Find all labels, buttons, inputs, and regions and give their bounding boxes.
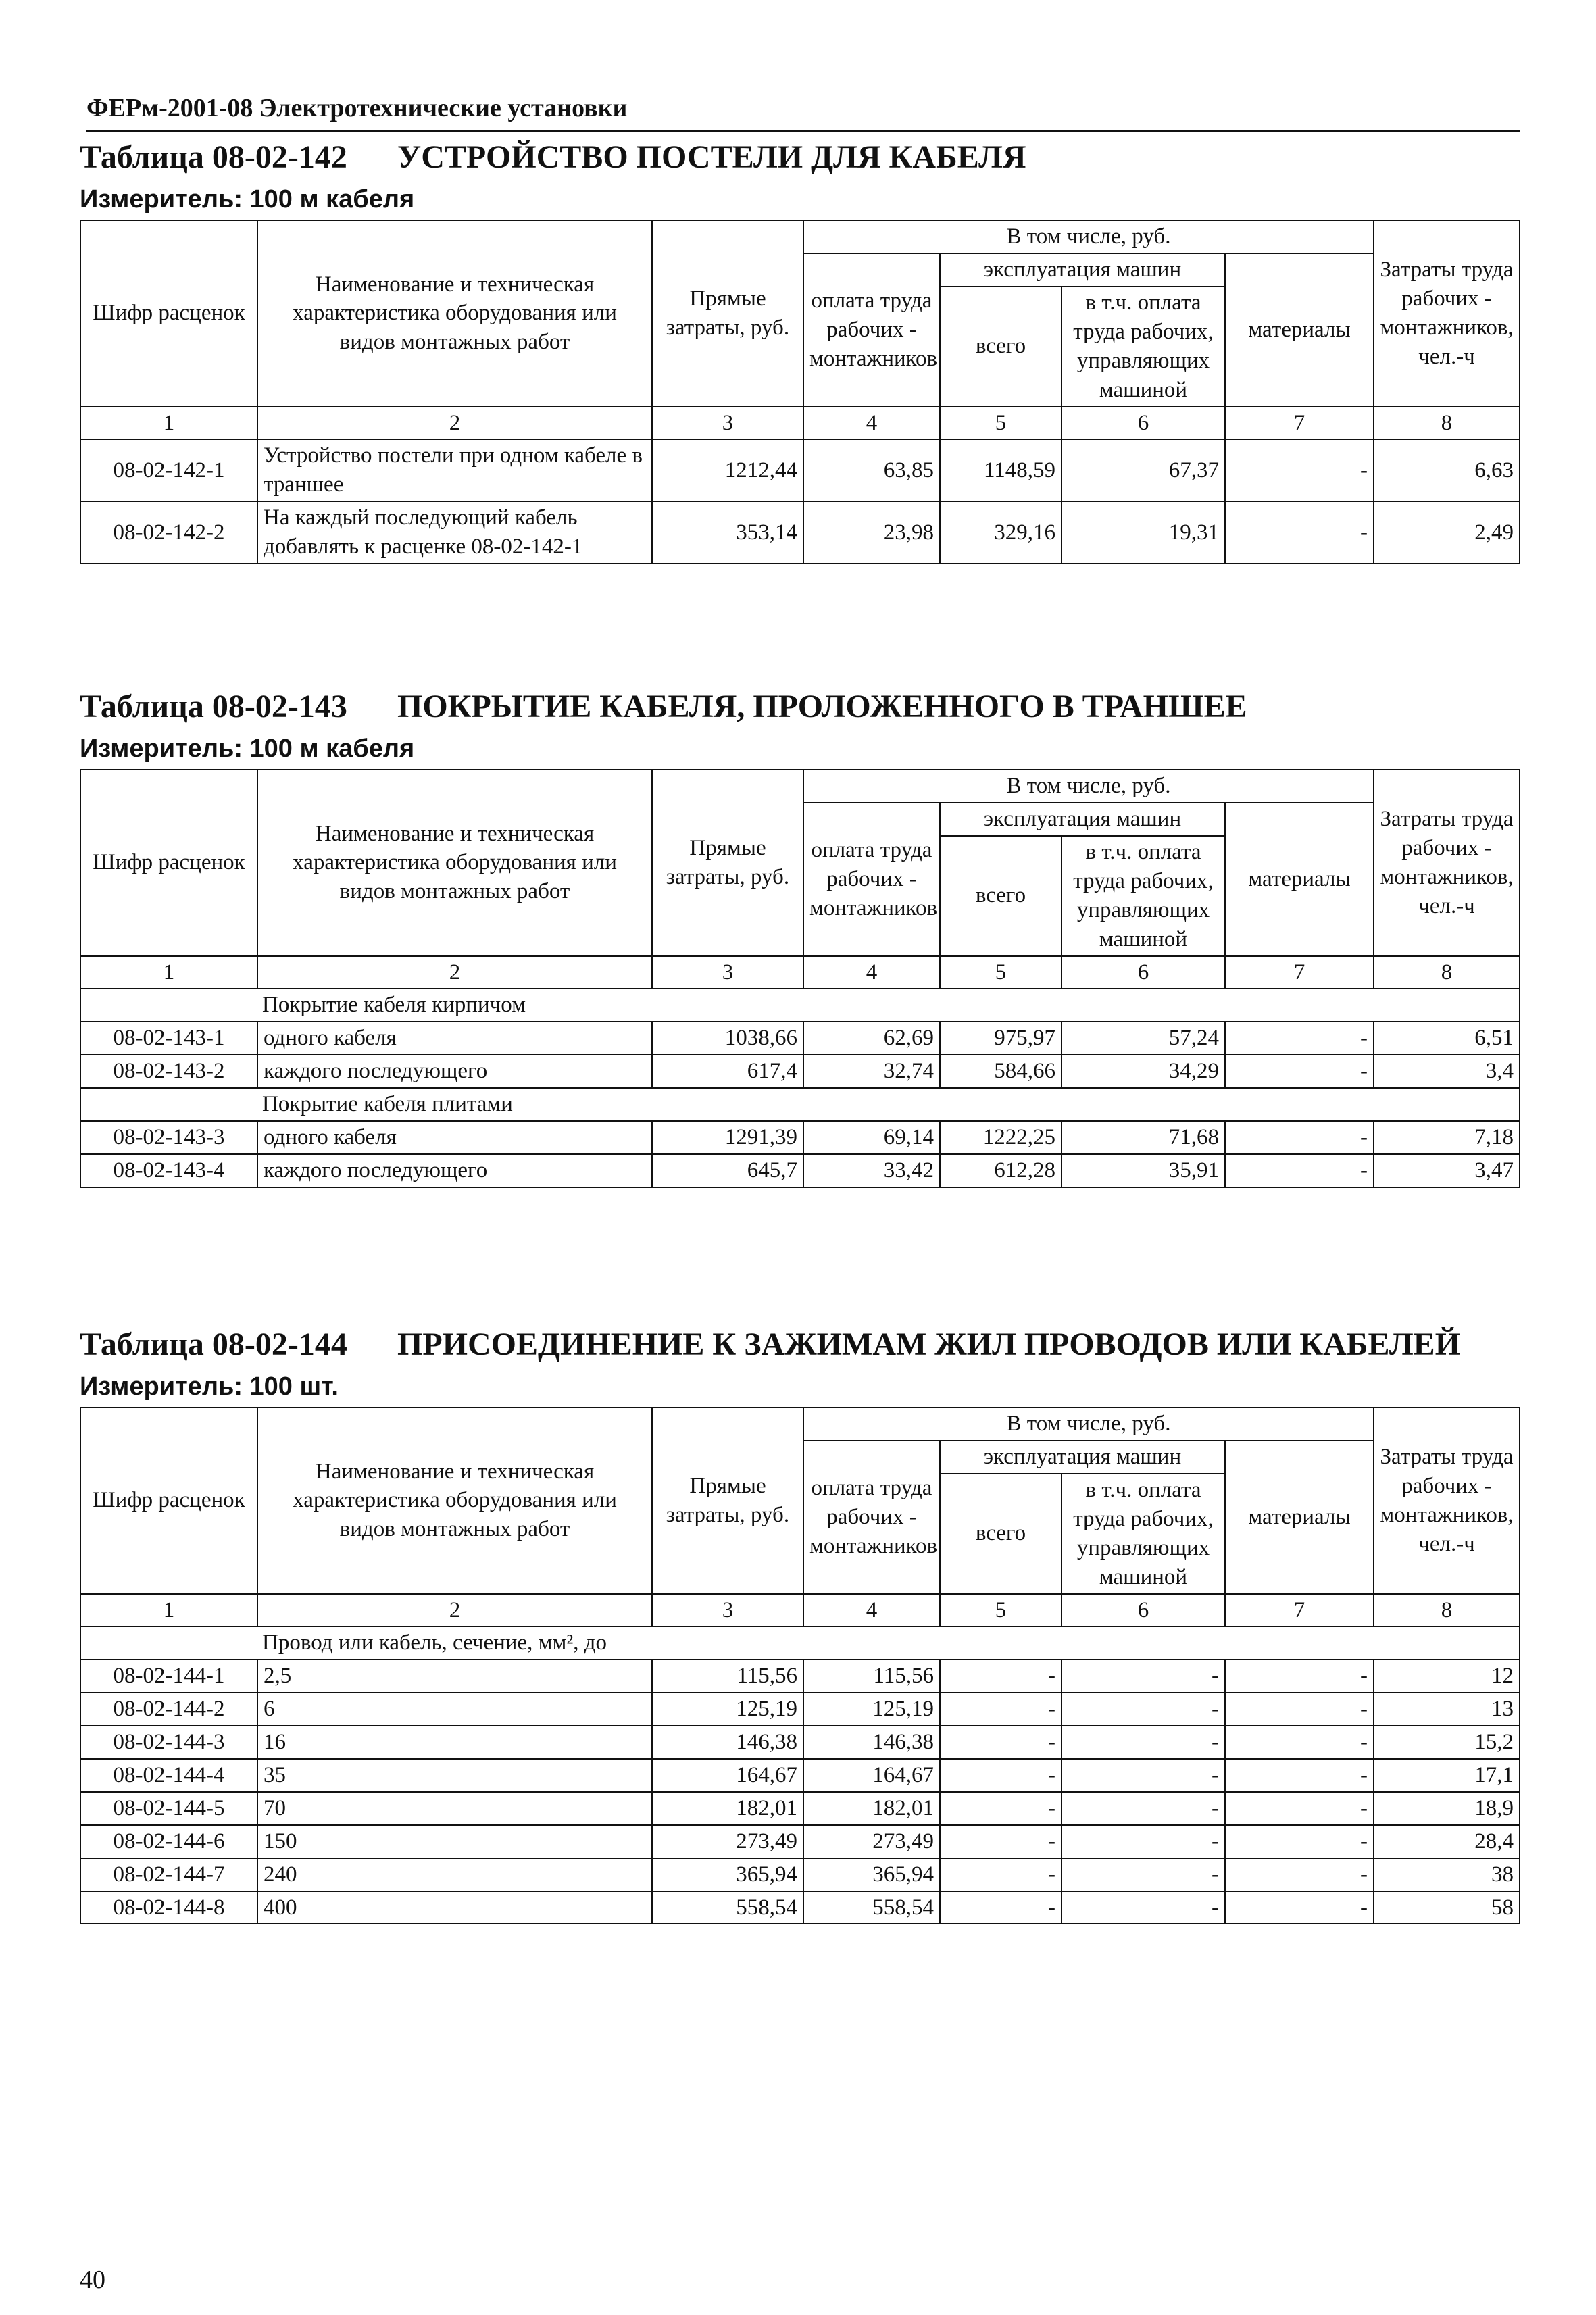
cell-direct: 273,49 — [652, 1825, 803, 1858]
cell-machines: - — [940, 1891, 1062, 1924]
cell-wages: 63,85 — [803, 439, 940, 501]
cell-labor: 6,51 — [1374, 1022, 1520, 1055]
table-number: Таблица 08-02-142 — [80, 139, 347, 175]
cell-machines: 584,66 — [940, 1055, 1062, 1088]
cell-code: 08-02-143-1 — [80, 1022, 257, 1055]
col-header-wages: оплата труда рабочих - монтажников — [803, 803, 940, 955]
column-number: 7 — [1225, 956, 1374, 989]
cell-labor: 38 — [1374, 1858, 1520, 1891]
column-number: 4 — [803, 407, 940, 440]
cell-machines: - — [940, 1759, 1062, 1792]
column-number: 4 — [803, 956, 940, 989]
cell-wages: 125,19 — [803, 1693, 940, 1726]
table-row — [80, 1693, 1520, 1726]
cell-machine-wages: 57,24 — [1062, 1022, 1225, 1055]
column-number: 5 — [940, 1594, 1062, 1627]
column-number-row — [80, 956, 1520, 989]
cell-wages: 23,98 — [803, 501, 940, 564]
cell-direct: 1038,66 — [652, 1022, 803, 1055]
col-header-name: Наименование и техническая характеристика оборудования или видов монтажных работ — [257, 1408, 652, 1593]
col-header-code: Шифр расценок — [80, 770, 257, 955]
col-header-code: Шифр расценок — [80, 1408, 257, 1593]
cell-name: На каждый последующий кабель добавлять к расценке 08-02-142-1 — [257, 501, 652, 564]
column-number: 3 — [652, 407, 803, 440]
cell-labor: 7,18 — [1374, 1121, 1520, 1154]
cell-code: 08-02-144-4 — [80, 1759, 257, 1792]
cell-wages: 62,69 — [803, 1022, 940, 1055]
cell-materials: - — [1225, 1022, 1374, 1055]
column-number: 8 — [1374, 1594, 1520, 1627]
cell-direct: 115,56 — [652, 1660, 803, 1693]
cell-machines: - — [940, 1792, 1062, 1825]
cell-machine-wages: 34,29 — [1062, 1055, 1225, 1088]
cell-labor: 12 — [1374, 1660, 1520, 1693]
cell-code: 08-02-144-5 — [80, 1792, 257, 1825]
cell-materials: - — [1225, 1891, 1374, 1924]
col-header-machines-wages: в т.ч. оплата труда рабочих, управляющих машиной — [1062, 836, 1225, 956]
cell-machines: 612,28 — [940, 1154, 1062, 1187]
cell-machine-wages: - — [1062, 1825, 1225, 1858]
cell-code: 08-02-143-2 — [80, 1055, 257, 1088]
cell-machines: 1222,25 — [940, 1121, 1062, 1154]
cell-name: одного кабеля — [257, 1022, 652, 1055]
table-measure: Измеритель: 100 м кабеля — [80, 185, 415, 214]
cell-direct: 558,54 — [652, 1891, 803, 1924]
column-number: 3 — [652, 1594, 803, 1627]
table-row — [80, 1726, 1520, 1759]
cell-name: 240 — [257, 1858, 652, 1891]
column-number: 1 — [80, 1594, 257, 1627]
cell-machine-wages: - — [1062, 1858, 1225, 1891]
cell-labor: 58 — [1374, 1891, 1520, 1924]
col-header-labor: Затраты труда рабочих - монтажников, чел.-ч — [1374, 770, 1520, 955]
cell-materials: - — [1225, 1055, 1374, 1088]
cell-code: 08-02-142-2 — [80, 501, 257, 564]
cell-name: Устройство постели при одном кабеле в траншее — [257, 439, 652, 501]
header-row — [80, 220, 1520, 253]
cell-materials: - — [1225, 1759, 1374, 1792]
cell-materials: - — [1225, 1693, 1374, 1726]
rates-table — [80, 220, 1520, 564]
table-row — [80, 1825, 1520, 1858]
cell-wages: 69,14 — [803, 1121, 940, 1154]
cell-labor: 13 — [1374, 1693, 1520, 1726]
cell-direct: 1212,44 — [652, 439, 803, 501]
col-header-labor: Затраты труда рабочих - монтажников, чел.-ч — [1374, 220, 1520, 406]
cell-machines: - — [940, 1660, 1062, 1693]
column-number: 1 — [80, 407, 257, 440]
table-section — [80, 688, 1519, 1188]
cell-name: 6 — [257, 1693, 652, 1726]
col-header-materials: материалы — [1225, 1441, 1374, 1593]
table-title-row — [80, 139, 1519, 176]
column-number: 4 — [803, 1594, 940, 1627]
cell-labor: 3,4 — [1374, 1055, 1520, 1088]
cell-name: 400 — [257, 1891, 652, 1924]
cell-labor: 17,1 — [1374, 1759, 1520, 1792]
cell-direct: 182,01 — [652, 1792, 803, 1825]
cell-code: 08-02-144-8 — [80, 1891, 257, 1924]
cell-machines: - — [940, 1858, 1062, 1891]
group-row — [80, 989, 1520, 1022]
column-number: 6 — [1062, 1594, 1225, 1627]
table-row — [80, 1759, 1520, 1792]
table-measure: Измеритель: 100 шт. — [80, 1372, 339, 1401]
cell-machines: - — [940, 1825, 1062, 1858]
table-title: ПОКРЫТИЕ КАБЕЛЯ, ПРОЛОЖЕННОГО В ТРАНШЕЕ — [397, 689, 1247, 724]
cell-labor: 18,9 — [1374, 1792, 1520, 1825]
cell-name: 16 — [257, 1726, 652, 1759]
col-header-machines: эксплуатация машин — [940, 253, 1225, 287]
cell-materials: - — [1225, 439, 1374, 501]
col-header-including: В том числе, руб. — [803, 220, 1374, 253]
table-row — [80, 1121, 1520, 1154]
group-label: Покрытие кабеля плитами — [80, 1088, 1520, 1121]
cell-materials: - — [1225, 1121, 1374, 1154]
header-row — [80, 770, 1520, 803]
cell-name: 150 — [257, 1825, 652, 1858]
column-number: 8 — [1374, 956, 1520, 989]
column-number: 2 — [257, 407, 652, 440]
column-number-row — [80, 1594, 1520, 1627]
cell-wages: 558,54 — [803, 1891, 940, 1924]
table-title: ПРИСОЕДИНЕНИЕ К ЗАЖИМАМ ЖИЛ ПРОВОДОВ ИЛИ КАБЕЛЕЙ — [397, 1326, 1461, 1362]
column-number: 7 — [1225, 1594, 1374, 1627]
table-row — [80, 1660, 1520, 1693]
cell-code: 08-02-144-2 — [80, 1693, 257, 1726]
cell-machine-wages: - — [1062, 1660, 1225, 1693]
column-number: 2 — [257, 1594, 652, 1627]
col-header-machines: эксплуатация машин — [940, 1441, 1225, 1474]
cell-materials: - — [1225, 1825, 1374, 1858]
cell-name: каждого последующего — [257, 1055, 652, 1088]
col-header-wages: оплата труда рабочих - монтажников — [803, 1441, 940, 1593]
table-row — [80, 439, 1520, 501]
cell-name: одного кабеля — [257, 1121, 652, 1154]
cell-direct: 146,38 — [652, 1726, 803, 1759]
column-number: 7 — [1225, 407, 1374, 440]
cell-code: 08-02-142-1 — [80, 439, 257, 501]
cell-materials: - — [1225, 1154, 1374, 1187]
cell-machine-wages: 19,31 — [1062, 501, 1225, 564]
col-header-including: В том числе, руб. — [803, 770, 1374, 803]
table-number: Таблица 08-02-143 — [80, 689, 347, 724]
cell-labor: 15,2 — [1374, 1726, 1520, 1759]
cell-materials: - — [1225, 1726, 1374, 1759]
column-number-row — [80, 407, 1520, 440]
table-row — [80, 1154, 1520, 1187]
cell-direct: 164,67 — [652, 1759, 803, 1792]
cell-wages: 115,56 — [803, 1660, 940, 1693]
col-header-machines-total: всего — [940, 287, 1062, 407]
group-label: Покрытие кабеля кирпичом — [80, 989, 1520, 1022]
column-number: 6 — [1062, 407, 1225, 440]
cell-wages: 33,42 — [803, 1154, 940, 1187]
cell-name: 35 — [257, 1759, 652, 1792]
rates-table — [80, 769, 1520, 1188]
table-row — [80, 1792, 1520, 1825]
table-measure: Измеритель: 100 м кабеля — [80, 735, 415, 764]
cell-machines: 975,97 — [940, 1022, 1062, 1055]
col-header-machines-wages: в т.ч. оплата труда рабочих, управляющих машиной — [1062, 1474, 1225, 1594]
table-row — [80, 1891, 1520, 1924]
col-header-direct: Прямые затраты, руб. — [652, 1408, 803, 1593]
cell-wages: 273,49 — [803, 1825, 940, 1858]
column-number: 6 — [1062, 956, 1225, 989]
col-header-machines-total: всего — [940, 836, 1062, 956]
cell-code: 08-02-144-7 — [80, 1858, 257, 1891]
col-header-direct: Прямые затраты, руб. — [652, 770, 803, 955]
col-header-wages: оплата труда рабочих - монтажников — [803, 253, 940, 406]
col-header-machines-total: всего — [940, 1474, 1062, 1594]
cell-wages: 146,38 — [803, 1726, 940, 1759]
cell-code: 08-02-144-1 — [80, 1660, 257, 1693]
group-row — [80, 1088, 1520, 1121]
group-label: Провод или кабель, сечение, мм², до — [80, 1626, 1520, 1660]
rates-table — [80, 1407, 1520, 1924]
table-title-row — [80, 1326, 1519, 1363]
col-header-name: Наименование и техническая характеристика оборудования или видов монтажных работ — [257, 770, 652, 955]
cell-machines: - — [940, 1726, 1062, 1759]
cell-code: 08-02-144-3 — [80, 1726, 257, 1759]
table-row — [80, 1055, 1520, 1088]
column-number: 5 — [940, 956, 1062, 989]
cell-materials: - — [1225, 501, 1374, 564]
cell-labor: 28,4 — [1374, 1825, 1520, 1858]
table-title: УСТРОЙСТВО ПОСТЕЛИ ДЛЯ КАБЕЛЯ — [397, 139, 1026, 175]
cell-name: 70 — [257, 1792, 652, 1825]
cell-direct: 365,94 — [652, 1858, 803, 1891]
cell-code: 08-02-143-3 — [80, 1121, 257, 1154]
table-section — [80, 1326, 1519, 1924]
cell-materials: - — [1225, 1858, 1374, 1891]
cell-wages: 182,01 — [803, 1792, 940, 1825]
header-row — [80, 1408, 1520, 1441]
col-header-machines-wages: в т.ч. оплата труда рабочих, управляющих машиной — [1062, 287, 1225, 407]
group-row — [80, 1626, 1520, 1660]
cell-direct: 617,4 — [652, 1055, 803, 1088]
cell-name: каждого последующего — [257, 1154, 652, 1187]
cell-machine-wages: - — [1062, 1693, 1225, 1726]
cell-machines: - — [940, 1693, 1062, 1726]
cell-wages: 365,94 — [803, 1858, 940, 1891]
cell-machine-wages: 67,37 — [1062, 439, 1225, 501]
cell-labor: 2,49 — [1374, 501, 1520, 564]
cell-machine-wages: - — [1062, 1726, 1225, 1759]
table-number: Таблица 08-02-144 — [80, 1326, 347, 1362]
col-header-materials: материалы — [1225, 803, 1374, 955]
cell-wages: 164,67 — [803, 1759, 940, 1792]
column-number: 8 — [1374, 407, 1520, 440]
cell-machines: 329,16 — [940, 501, 1062, 564]
cell-materials: - — [1225, 1792, 1374, 1825]
cell-direct: 1291,39 — [652, 1121, 803, 1154]
table-title-row — [80, 688, 1519, 725]
cell-name: 2,5 — [257, 1660, 652, 1693]
table-row — [80, 1858, 1520, 1891]
col-header-code: Шифр расценок — [80, 220, 257, 406]
column-number: 3 — [652, 956, 803, 989]
page-number: 40 — [80, 2266, 105, 2294]
cell-wages: 32,74 — [803, 1055, 940, 1088]
column-number: 1 — [80, 956, 257, 989]
cell-code: 08-02-143-4 — [80, 1154, 257, 1187]
column-number: 2 — [257, 956, 652, 989]
column-number: 5 — [940, 407, 1062, 440]
col-header-machines: эксплуатация машин — [940, 803, 1225, 836]
col-header-including: В том числе, руб. — [803, 1408, 1374, 1441]
col-header-direct: Прямые затраты, руб. — [652, 220, 803, 406]
cell-machine-wages: - — [1062, 1792, 1225, 1825]
cell-machine-wages: 71,68 — [1062, 1121, 1225, 1154]
cell-labor: 3,47 — [1374, 1154, 1520, 1187]
cell-direct: 125,19 — [652, 1693, 803, 1726]
cell-code: 08-02-144-6 — [80, 1825, 257, 1858]
cell-machine-wages: 35,91 — [1062, 1154, 1225, 1187]
table-row — [80, 501, 1520, 564]
cell-machine-wages: - — [1062, 1891, 1225, 1924]
col-header-name: Наименование и техническая характеристика оборудования или видов монтажных работ — [257, 220, 652, 406]
cell-materials: - — [1225, 1660, 1374, 1693]
page-header: ФЕРм-2001-08 Электротехнические установки — [86, 93, 1520, 132]
cell-machine-wages: - — [1062, 1759, 1225, 1792]
cell-direct: 645,7 — [652, 1154, 803, 1187]
table-section — [80, 139, 1519, 564]
table-row — [80, 1022, 1520, 1055]
cell-direct: 353,14 — [652, 501, 803, 564]
cell-machines: 1148,59 — [940, 439, 1062, 501]
cell-labor: 6,63 — [1374, 439, 1520, 501]
col-header-materials: материалы — [1225, 253, 1374, 406]
col-header-labor: Затраты труда рабочих - монтажников, чел.-ч — [1374, 1408, 1520, 1593]
